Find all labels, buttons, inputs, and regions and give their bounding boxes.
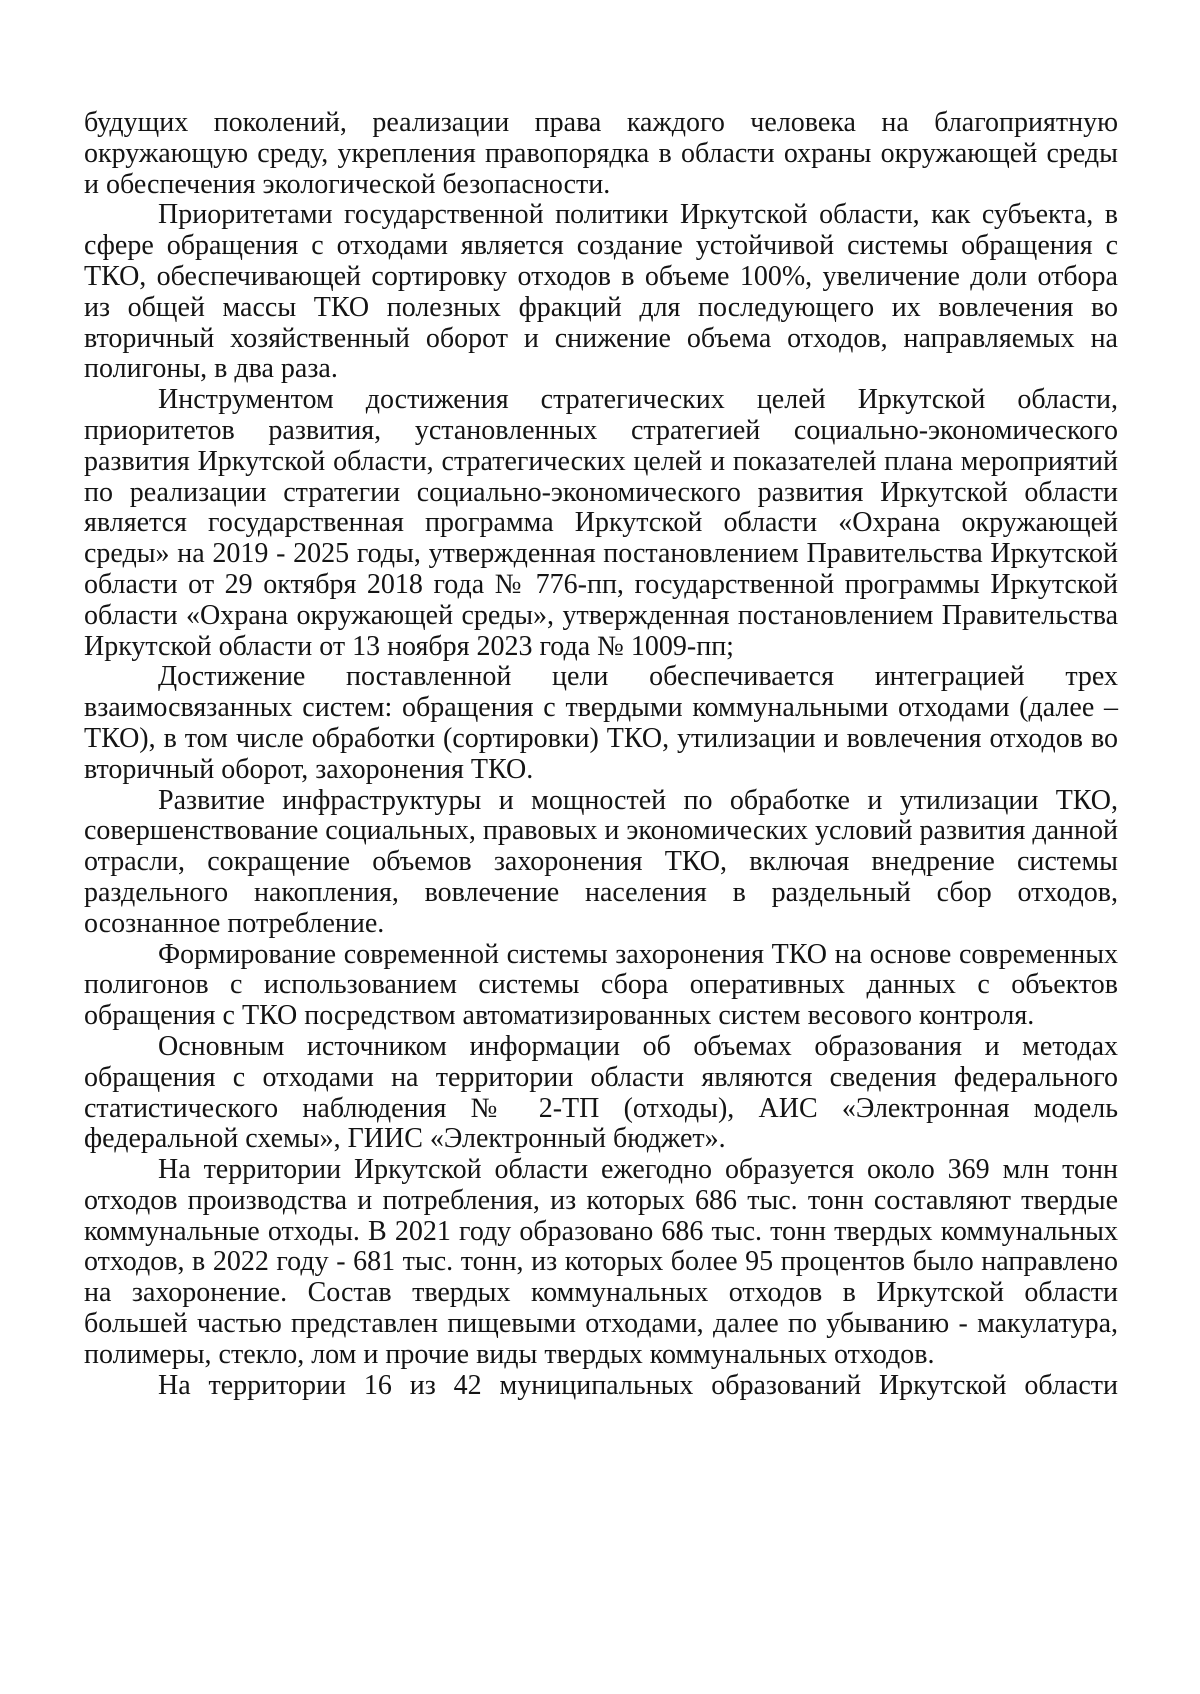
paragraph-infrastructure: Развитие инфраструктуры и мощностей по обработке и утилизации ТКО, совершенствование социальных, правовых и экономических условий развития данной отрасли, сокращение объемов захоронения ТКО, включая внедрение системы раздельного накопления, вовлечение населения в раздельный сбор отходов, осознанное потребление.	[84, 784, 1118, 939]
paragraph-landfill-system: Формирование современной системы захоронения ТКО на основе современных полигонов с использованием системы сбора оперативных данных с объектов обращения с ТКО посредством автоматизированных систем весового контроля.	[84, 938, 1118, 1032]
paragraph-municipalities: На территории 16 из 42 муниципальных образований Иркутской области	[158, 1369, 1118, 1401]
paragraph-information-source: Основным источником информации об объемах образования и методах обращения с отходами на территории области являются сведения федерального статистического наблюдения № 2-ТП (отходы), АИС «Электронная модель федеральной схемы», ГИИС «Электронный бюджет».	[84, 1030, 1118, 1155]
paragraph-goal-achievement: Достижение поставленной цели обеспечивается интеграцией трех взаимосвязанных систем: обращения с твердыми коммунальными отходами (далее – ТКО), в том числе обработки (сортировки) ТКО, утилизации и вовлечения отходов во вторичный оборот, захоронения ТКО.	[84, 661, 1118, 785]
paragraph-continuation: будущих поколений, реализации права каждого человека на благоприятную окружающую среду, укрепления правопорядка в области охраны окружающей среды и обеспечения экологической безопасности.	[84, 107, 1118, 200]
paragraph-instrument: Инструментом достижения стратегических целей Иркутской области, приоритетов развития, установленных стратегией социально-экономического развития Иркутской области, стратегических целей и показателей плана мероприятий по реализации стратегии социально-экономического развития Иркутской области является государственная программа Иркутской области «Охрана окружающей среды» на 2019 - 2025 годы, утвержденная постановлением Правительства Иркутской области от 29 октября 2018 года № 776-пп, государственной программы Иркутской области «Охрана окружающей среды», утвержденная постановлением Правительства Иркутской области от 13 ноября 2023 года № 1009-пп;	[84, 384, 1118, 662]
paragraph-waste-volumes: На территории Иркутской области ежегодно образуется около 369 млн тонн отходов производства и потребления, из которых 686 тыс. тонн составляют твердые коммунальные отходы. В 2021 году образовано 686 тыс. тонн твердых коммунальных отходов, в 2022 году - 681 тыс. тонн, из которых более 95 процентов было направлено на захоронение. Состав твердых коммунальных отходов в Иркутской области большей частью представлен пищевыми отходами, далее по убыванию - макулатура, полимеры, стекло, лом и прочие виды твердых коммунальных отходов.	[84, 1154, 1118, 1370]
document-body	[84, 108, 1118, 1401]
paragraph-priorities: Приоритетами государственной политики Иркутской области, как субъекта, в сфере обращения с отходами является создание устойчивой системы обращения с ТКО, обеспечивающей сортировку отходов в объеме 100%, увеличение доли отбора из общей массы ТКО полезных фракций для последующего их вовлечения во вторичный хозяйственный оборот и снижение объема отходов, направляемых на полигоны, в два раза.	[84, 199, 1118, 385]
